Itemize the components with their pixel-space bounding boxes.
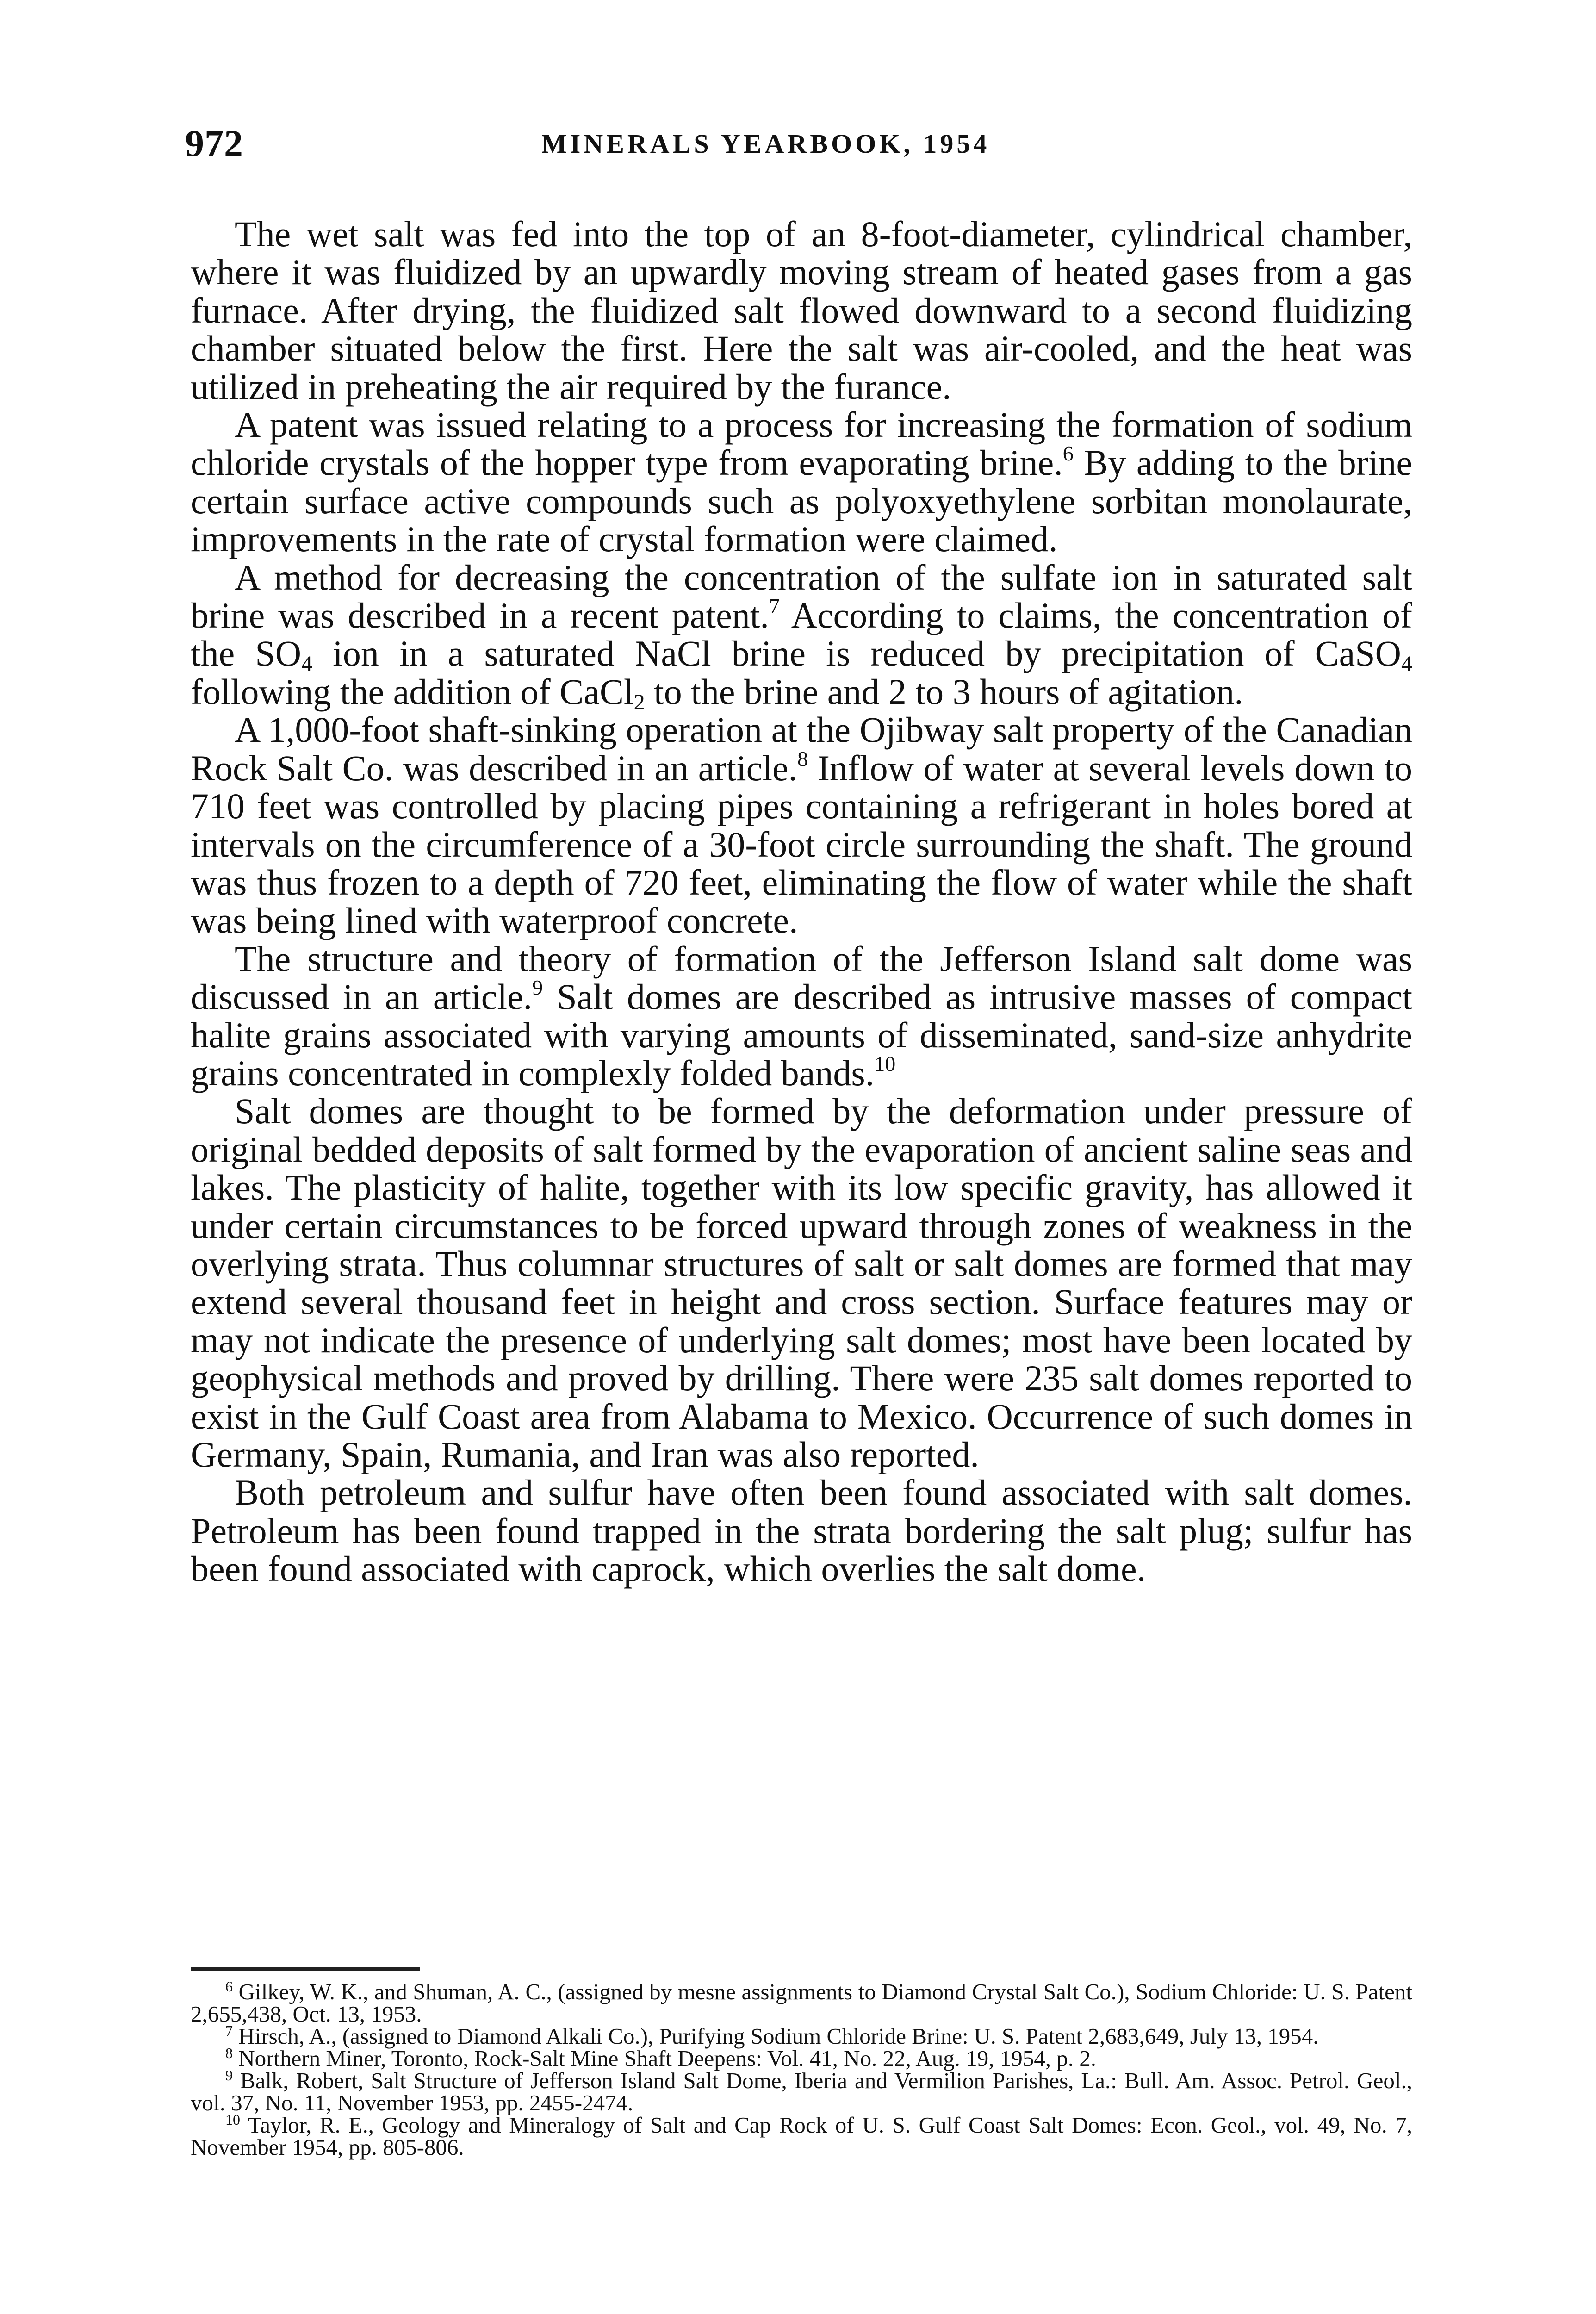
footnote-marker: 10 (225, 2111, 240, 2128)
footnote-reference-8: 8 (797, 746, 808, 771)
footnote-6 (191, 1978, 1412, 2027)
paragraph-salt-dome-formation: Salt domes are thought to be formed by the deformation under pressure of original bedded deposits of salt formed by the evaporation of ancient saline seas and lakes. The plasticity of halite, together with its low specific gravity, has allowed it under certain circumstances to be forced upward through zones of weakness in the overlying strata. Thus columnar structures of salt or salt domes are formed that may extend several thousand feet in height and cross section. Surface features may or may not indicate the presence of underlying salt domes; most have been located by geophysical methods and proved by drilling. There were 235 salt domes reported to exist in the Gulf Coast area from Alabama to Mexico. Occurrence of such domes in Germany, Spain, Rumania, and Iran was also reported. (191, 1091, 1412, 1474)
footnote-marker: 8 (225, 2045, 233, 2061)
paragraph-text: The structure and theory of formation of the Jefferson Island salt dome was discussed in an article. (191, 938, 1412, 1017)
footnote-marker: 7 (225, 2022, 233, 2039)
paragraph-petroleum-sulfur: Both petroleum and sulfur have often been found associated with salt domes. Petroleum has been found trapped in the strata bordering the salt plug; sulfur has been found associated with caprock, which overlies the salt dome. (191, 1472, 1412, 1589)
chemical-subscript: 2 (633, 690, 645, 715)
chemical-subscript: 4 (301, 652, 313, 677)
paragraph-text: According to claims, the concentration of the SO (191, 595, 1412, 674)
paragraph-ojibway-shaft (191, 711, 1412, 939)
paragraph-text: By adding to the brine certain surface active compounds such as polyoxyethylene sorbitan monolaurate, improvements in the rate of crystal formation were claimed. (191, 442, 1412, 560)
page-header (185, 118, 1416, 169)
paragraph-text: A 1,000-foot shaft-sinking operation at the Ojibway salt property of the Canadian Rock Salt Co. was described in an article. (191, 709, 1412, 788)
footnote-text: Gilkey, W. K., and Shuman, A. C., (assigned by mesne assignments to Diamond Crystal Salt Co.), Sodium Chloride: U. S. Patent 2,655,438, Oct. 13, 1953. (191, 1979, 1412, 2027)
footnote-reference-10: 10 (874, 1051, 896, 1076)
paragraph-text: ion in a saturated NaCl brine is reduced by precipitation of CaSO (312, 633, 1401, 674)
paragraph-fluidized-salt-drying: The wet salt was fed into the top of an 8-foot-diameter, cylindrical chamber, where it was fluidized by an upwardly moving stream of heated gases from a gas furnace. After drying, the fluidized salt flowed downward to a second fluidizing chamber situated below the first. Here the salt was air-cooled, and the heat was utilized in preheating the air required by the furance. (191, 214, 1412, 407)
footnotes (191, 1978, 1412, 2160)
paragraph-text: following the addition of CaCl (191, 671, 634, 712)
paragraph-text: Inflow of water at several levels down to 710 feet was controlled by placing pipes containing a refrigerant in holes bored at intervals on the circumference of a 30-foot circle surrounding the shaft. The ground was thus frozen to a depth of 720 feet, eliminating the flow of water while the shaft was being lined with waterproof concrete. (191, 747, 1412, 941)
footnote-reference-9: 9 (532, 976, 543, 1000)
page-number: 972 (185, 122, 243, 164)
paragraph-text: A patent was issued relating to a process for increasing the formation of sodium chloride crystals of the hopper type from evaporating brine. (191, 404, 1412, 483)
chemical-subscript: 4 (1401, 652, 1412, 677)
footnote-marker: 9 (225, 2067, 233, 2084)
paragraph-text: Salt domes are described as intrusive masses of compact halite grains associated with varying amounts of disseminated, sand-size anhydrite grains concentrated in complexly folded bands. (191, 977, 1412, 1093)
paragraph-jefferson-island-dome (191, 940, 1412, 1093)
footnote-reference-7: 7 (769, 594, 780, 618)
footnote-9 (191, 2067, 1412, 2115)
footnote-7 (191, 2022, 1412, 2049)
paragraph-text: to the brine and 2 to 3 hours of agitation. (645, 671, 1243, 712)
footnote-text: Northern Miner, Toronto, Rock-Salt Mine Shaft Deepens: Vol. 41, No. 22, Aug. 19, 1954, p. 2. (238, 2046, 1096, 2071)
footnote-marker: 6 (225, 1978, 233, 1995)
paragraph-hopper-crystal-patent (191, 406, 1412, 559)
footnote-8 (191, 2047, 1412, 2070)
footnote-text: Hirsch, A., (assigned to Diamond Alkali Co.), Purifying Sodium Chloride Brine: U. S. Patent 2,683,649, July 13, 1954. (238, 2023, 1319, 2049)
footnote-text: Balk, Robert, Salt Structure of Jefferson Island Salt Dome, Iberia and Vermilion Parishes, La.: Bull. Am. Assoc. Petrol. Geol., vol. 37, No. 11, November 1953, pp. 2455-2474. (191, 2068, 1412, 2115)
footnote-10 (191, 2111, 1412, 2160)
footnote-text: Taylor, R. E., Geology and Mineralogy of Salt and Cap Rock of U. S. Gulf Coast Salt Domes: Econ. Geol., vol. 49, No. 7, November 1954, pp. 805-806. (191, 2112, 1412, 2160)
running-head-title: MINERALS YEARBOOK, 1954 (541, 129, 990, 159)
paragraph-text: A method for decreasing the concentration of the sulfate ion in saturated salt brine was described in a recent patent. (191, 557, 1412, 636)
paragraph-sulfate-ion-patent (191, 557, 1412, 715)
footnote-reference-6: 6 (1062, 442, 1074, 466)
main-body-text (191, 215, 1412, 1588)
footnote-separator-rule (191, 1967, 420, 1971)
